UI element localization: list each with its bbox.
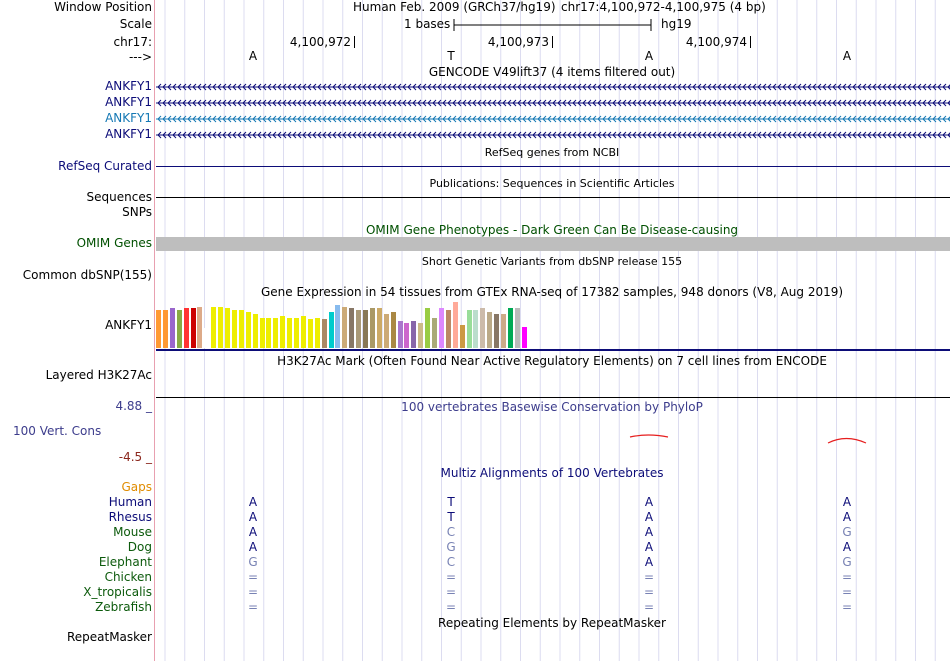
alignment-base: A: [842, 510, 852, 524]
species-label: Mouse: [113, 525, 152, 539]
gtex-tissue-bar[interactable]: [384, 314, 389, 348]
sequences-label[interactable]: Sequences: [86, 190, 152, 204]
species-label: Rhesus: [108, 510, 152, 524]
alignment-base: =: [841, 600, 853, 614]
gtex-tissue-bar[interactable]: [315, 318, 320, 348]
alignment-base: =: [643, 600, 655, 614]
ruler-tick-mark: [354, 36, 355, 48]
gtex-tissue-bar[interactable]: [432, 318, 437, 348]
multiz-title: Multiz Alignments of 100 Vertebrates: [440, 466, 664, 480]
gtex-tissue-bar[interactable]: [191, 308, 196, 348]
gtex-tissue-bar[interactable]: [501, 314, 506, 348]
gtex-title: Gene Expression in 54 tissues from GTEx RNA-seq of 17382 samples, 948 donors (V8, Aug 2019): [260, 285, 844, 299]
reference-base: A: [248, 49, 258, 63]
gene-label-3[interactable]: ANKFY1: [105, 111, 152, 125]
h3k27ac-line: [156, 397, 950, 398]
window-position-label: Window Position: [54, 0, 152, 14]
ruler-tick-label: 4,100,972: [289, 35, 351, 49]
snps-label[interactable]: SNPs: [122, 205, 152, 219]
gtex-tissue-bar[interactable]: [322, 319, 327, 348]
position-title: chr17:4,100,972-4,100,975 (4 bp): [561, 0, 766, 14]
gtex-tissue-bar[interactable]: [418, 323, 423, 348]
alignment-base: T: [447, 495, 455, 509]
pubs-line: [156, 197, 950, 198]
gtex-tissue-bar[interactable]: [266, 318, 271, 348]
alignment-base: G: [248, 555, 258, 569]
alignment-base: A: [248, 510, 258, 524]
gtex-tissue-bar[interactable]: [377, 308, 382, 348]
reference-base: A: [842, 49, 852, 63]
refseq-label[interactable]: RefSeq Curated: [58, 159, 152, 173]
gtex-tissue-bar[interactable]: [197, 307, 202, 348]
alignment-base: G: [842, 555, 852, 569]
phylop-curve: [620, 430, 880, 450]
gtex-tissue-bar[interactable]: [170, 308, 175, 348]
gtex-bar-chart[interactable]: [156, 300, 536, 348]
alignment-base: A: [644, 525, 654, 539]
gtex-tissue-bar[interactable]: [453, 302, 458, 348]
gtex-tissue-bar[interactable]: [211, 307, 216, 348]
alignment-base: A: [644, 495, 654, 509]
scale-bases: 1 bases: [404, 17, 451, 31]
gtex-tissue-bar[interactable]: [232, 310, 237, 348]
alignment-base: =: [445, 570, 457, 584]
gtex-tissue-bar[interactable]: [204, 328, 209, 348]
gtex-tissue-bar[interactable]: [398, 321, 403, 348]
alignment-base: =: [445, 585, 457, 599]
species-label: Human: [108, 495, 152, 509]
chrom-label: chr17:: [113, 35, 152, 49]
species-label: Chicken: [104, 570, 152, 584]
assembly-title: Human Feb. 2009 (GRCh37/hg19): [353, 0, 556, 14]
alignment-base: =: [247, 600, 259, 614]
alignment-base: A: [248, 495, 258, 509]
strand-arrow-label: --->: [128, 50, 152, 64]
gtex-tissue-bar[interactable]: [246, 312, 251, 348]
cons-label[interactable]: 100 Vert. Cons: [13, 424, 102, 438]
ruler-tick-mark: [750, 36, 751, 48]
gtex-tissue-bar[interactable]: [177, 310, 182, 348]
gtex-tissue-bar[interactable]: [273, 318, 278, 348]
gtex-tissue-bar[interactable]: [163, 310, 168, 348]
gtex-tissue-bar[interactable]: [184, 308, 189, 348]
species-label: Dog: [127, 540, 152, 554]
repeatmasker-label[interactable]: RepeatMasker: [66, 630, 152, 644]
gtex-tissue-bar[interactable]: [356, 310, 361, 348]
gtex-tissue-bar[interactable]: [335, 305, 340, 348]
gtex-tissue-bar[interactable]: [467, 310, 472, 348]
gtex-tissue-bar[interactable]: [494, 314, 499, 348]
gtex-tissue-bar[interactable]: [487, 312, 492, 348]
h3k27ac-label[interactable]: Layered H3K27Ac: [45, 368, 152, 382]
alignment-base: G: [446, 540, 456, 554]
ruler-tick-label: 4,100,973: [487, 35, 549, 49]
alignment-base: A: [842, 540, 852, 554]
alignment-base: =: [841, 585, 853, 599]
omim-label[interactable]: OMIM Genes: [76, 236, 152, 250]
alignment-base: A: [644, 540, 654, 554]
gtex-tissue-bar[interactable]: [439, 308, 444, 348]
alignment-base: T: [447, 510, 455, 524]
gaps-label: Gaps: [121, 480, 152, 494]
cons-max-label: 4.88 _: [115, 399, 152, 413]
omim-bar[interactable]: [156, 237, 950, 251]
scale-bar: [450, 16, 660, 34]
gtex-tissue-bar[interactable]: [253, 314, 258, 348]
dbsnp-title: Short Genetic Variants from dbSNP release 155: [421, 255, 683, 268]
alignment-base: =: [247, 570, 259, 584]
refseq-line: [156, 166, 950, 167]
species-label: Elephant: [98, 555, 152, 569]
alignment-base: C: [446, 555, 456, 569]
gtex-tissue-bar[interactable]: [363, 310, 368, 348]
gtex-tissue-bar[interactable]: [287, 318, 292, 348]
species-label: Zebrafish: [95, 600, 152, 614]
gtex-tissue-bar[interactable]: [473, 310, 478, 348]
gtex-tissue-bar[interactable]: [411, 321, 416, 348]
pubs-title: Publications: Sequences in Scientific Articles: [429, 177, 675, 190]
refseq-title: RefSeq genes from NCBI: [484, 146, 620, 159]
reference-base: T: [447, 49, 455, 63]
alignment-base: A: [248, 525, 258, 539]
gtex-tissue-bar[interactable]: [460, 325, 465, 348]
dbsnp-label[interactable]: Common dbSNP(155): [22, 268, 152, 282]
gtex-tissue-bar[interactable]: [329, 312, 334, 348]
gencode-gene-tracks[interactable]: [156, 80, 950, 144]
h3k27ac-title: H3K27Ac Mark (Often Found Near Active Regulatory Elements) on 7 cell lines from ENCODE: [277, 354, 827, 368]
reference-base: A: [644, 49, 654, 63]
gtex-tissue-bar[interactable]: [308, 319, 313, 348]
gtex-tissue-bar[interactable]: [370, 308, 375, 348]
gtex-tissue-bar[interactable]: [349, 308, 354, 348]
alignment-base: =: [643, 585, 655, 599]
alignment-base: =: [247, 585, 259, 599]
alignment-base: A: [248, 540, 258, 554]
gtex-tissue-bar[interactable]: [156, 310, 161, 348]
scale-db: hg19: [661, 17, 692, 31]
gtex-tissue-bar[interactable]: [522, 327, 527, 348]
alignment-base: =: [841, 570, 853, 584]
gtex-tissue-bar[interactable]: [342, 307, 347, 348]
gtex-tissue-bar[interactable]: [218, 307, 223, 348]
gtex-baseline: [156, 349, 950, 351]
alignment-base: G: [842, 525, 852, 539]
gene-label-4[interactable]: ANKFY1: [105, 127, 152, 141]
gtex-tissue-bar[interactable]: [280, 316, 285, 348]
ruler-tick-label: 4,100,974: [685, 35, 747, 49]
alignment-base: A: [644, 510, 654, 524]
gencode-title: GENCODE V49lift37 (4 items filtered out): [428, 65, 676, 79]
gtex-tissue-bar[interactable]: [225, 308, 230, 348]
gtex-tissue-bar[interactable]: [239, 310, 244, 348]
gtex-tissue-bar[interactable]: [260, 318, 265, 348]
scale-label: Scale: [119, 17, 152, 31]
alignment-base: A: [842, 495, 852, 509]
gtex-tissue-bar[interactable]: [404, 323, 409, 348]
repeatmasker-title: Repeating Elements by RepeatMasker: [438, 616, 666, 630]
phylop-title: 100 vertebrates Basewise Conservation by PhyloP: [401, 400, 703, 414]
alignment-base: C: [446, 525, 456, 539]
gene-label-1[interactable]: ANKFY1: [105, 79, 152, 93]
gtex-tissue-bar[interactable]: [301, 316, 306, 348]
gtex-tissue-bar[interactable]: [446, 310, 451, 348]
cons-min-label: -4.5 _: [118, 450, 152, 464]
ruler-tick-mark: [552, 36, 553, 48]
gtex-tissue-bar[interactable]: [425, 308, 430, 348]
alignment-base: A: [644, 555, 654, 569]
gene-label-2[interactable]: ANKFY1: [105, 95, 152, 109]
species-label: X_tropicalis: [83, 585, 152, 599]
alignment-base: =: [643, 570, 655, 584]
left-boundary-line: [154, 0, 155, 661]
gtex-tissue-bar[interactable]: [508, 308, 513, 348]
gtex-tissue-bar[interactable]: [480, 308, 485, 348]
omim-title: OMIM Gene Phenotypes - Dark Green Can Be Disease-causing: [365, 223, 739, 237]
gtex-tissue-bar[interactable]: [391, 312, 396, 348]
gtex-gene-label[interactable]: ANKFY1: [105, 318, 152, 332]
gtex-tissue-bar[interactable]: [515, 308, 520, 348]
gtex-tissue-bar[interactable]: [294, 318, 299, 348]
alignment-base: =: [445, 600, 457, 614]
